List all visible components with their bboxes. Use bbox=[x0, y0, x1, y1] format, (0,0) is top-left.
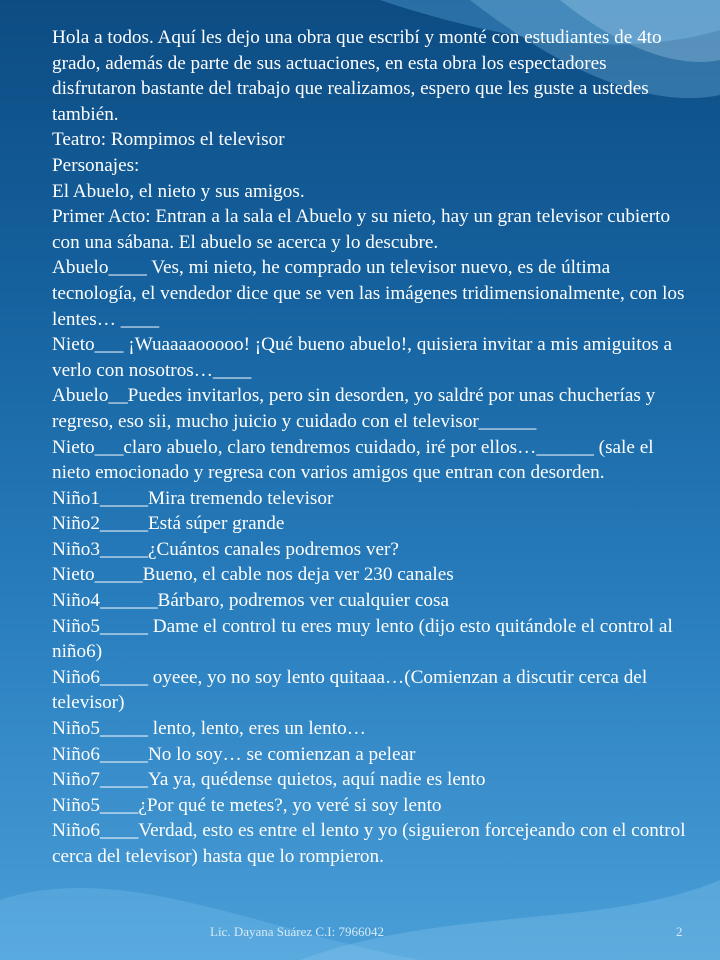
paragraph-characters: El Abuelo, el nieto y sus amigos. bbox=[52, 180, 305, 202]
dialogue-line: Niño5_____ Dame el control tu eres muy lento (dijo esto quitándole el control al niño6) bbox=[52, 615, 673, 663]
dialogue-line: Nieto___claro abuelo, claro tendremos cuidado, iré por ellos…______ (sale el nieto emocionado y regresa con varios amigos que entran con desorden. bbox=[52, 436, 654, 484]
dialogue-line: Niño2_____Está súper grande bbox=[52, 513, 285, 535]
dialogue-line: Niño5_____ lento, lento, eres un lento… bbox=[52, 718, 366, 740]
dialogue-line: Niño7_____Ya ya, quédense quietos, aquí nadie es lento bbox=[52, 769, 486, 791]
dialogue-line: Niño3_____¿Cuántos canales podremos ver? bbox=[52, 538, 399, 560]
dialogue-line: Niño5____¿Por qué te metes?, yo veré si soy lento bbox=[52, 794, 442, 816]
paragraph-title: Teatro: Rompimos el televisor bbox=[52, 129, 285, 151]
footer-author: Lic. Dayana Suárez C.I: 7966042 bbox=[210, 924, 385, 939]
paragraph-characters-heading: Personajes: bbox=[52, 154, 140, 176]
page-number: 2 bbox=[676, 924, 683, 939]
paragraph-first-act: Primer Acto: Entran a la sala el Abuelo y su nieto, hay un gran televisor cubierto con una sábana. El abuelo se acerca y lo descubre. bbox=[52, 206, 671, 253]
paragraph-intro: Hola a todos. Aquí les dejo una obra que escribí y monté con estudiantes de 4to grado, además de parte de sus actuaciones, en esta obra los espectadores disfrutaron bastante del trabajo que realizamos, espero que les guste a ustedes también. bbox=[52, 27, 662, 125]
dialogue-line: Niño6_____No lo soy… se comienzan a pelear bbox=[52, 743, 416, 765]
dialogue-line: Niño6_____ oyeee, yo no soy lento quitaaa…(Comienzan a discutir cerca del televisor) bbox=[52, 666, 648, 714]
dialogue-line: Nieto_____Bueno, el cable nos deja ver 230 canales bbox=[52, 564, 454, 586]
wave-bottom-right bbox=[300, 880, 720, 960]
dialogue-line: Niño6____Verdad, esto es entre el lento y yo (siguieron forcejeando con el control cerca del televisor) hasta que lo rompieron. bbox=[52, 820, 686, 867]
slide-body-text bbox=[52, 25, 692, 870]
dialogue-line: Abuelo____ Ves, mi nieto, he comprado un televisor nuevo, es de última tecnología, el vendedor dice que se ven las imágenes tridimensionalmente, con los lentes… ____ bbox=[52, 257, 685, 330]
dialogue-line: Niño1_____Mira tremendo televisor bbox=[52, 487, 334, 509]
dialogue-line: Nieto___ ¡Wuaaaaooooo! ¡Qué bueno abuelo!, quisiera invitar a mis amiguitos a verlo con nosotros…____ bbox=[52, 334, 672, 381]
dialogue-line: Abuelo__Puedes invitarlos, pero sin desorden, yo saldré por unas chucherías y regreso, eso sii, mucho juicio y cuidado con el televisor______ bbox=[52, 385, 656, 432]
dialogue-line: Niño4______Bárbaro, podremos ver cualquier cosa bbox=[52, 590, 449, 612]
